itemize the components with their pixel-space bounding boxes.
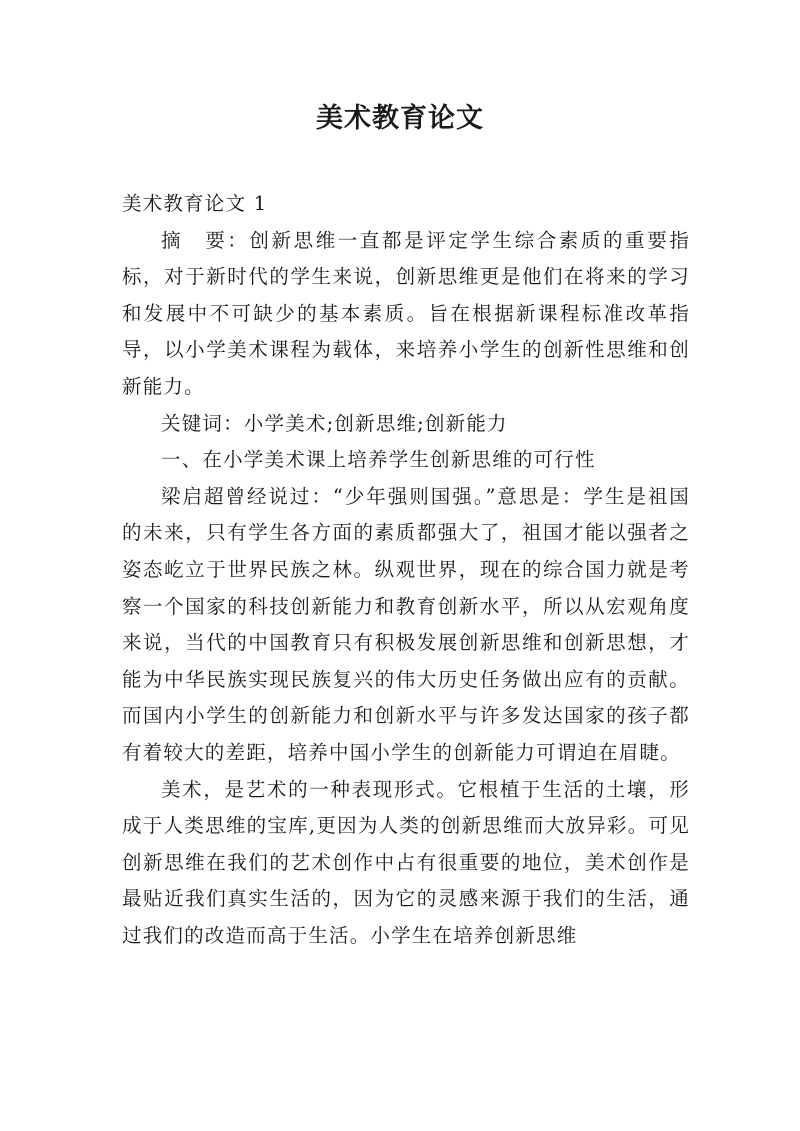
document-body [122, 186, 690, 954]
body-paragraph: 梁启超曾经说过：“少年强则国强。”意思是：学生是祖国的未来，只有学生各方面的素质都强大了，祖国才能以强者之姿态屹立于世界民族之林。纵观世界，现在的综合国力就是考察一个国家的科技创新能力和教育创新水平，所以从宏观角度来说，当代的中国教育只有积极发展创新思维和创新思想，才能为中华民族实现民族复兴的伟大历史任务做出应有的贡献。而国内小学生的创新能力和创新水平与许多发达国家的孩子都有着较大的差距，培养中国小学生的创新能力可谓迫在眉睫。 [122, 484, 690, 764]
subsection-heading: 一、在小学美术课上培养学生创新思维的可行性 [161, 448, 596, 472]
document-title: 美术教育论文 [316, 103, 484, 134]
body-paragraph: 美术，是艺术的一种表现形式。它根植于生活的土壤，形成于人类思维的宝库,更因为人类的创新思维而大放异彩。可见创新思维在我们的艺术创作中占有很重要的地位，美术创作是最贴近我们真实生活的，因为它的灵感来源于我们的生活，通过我们的改造而高于生活。小学生在培养创新思维 [122, 777, 690, 947]
section-heading: 美术教育论文 1 [122, 192, 268, 215]
keywords-paragraph: 关键词：小学美术;创新思维;创新能力 [161, 411, 508, 435]
abstract-paragraph: 摘 要：创新思维一直都是评定学生综合素质的重要指标，对于新时代的学生来说，创新思维更是他们在将来的学习和发展中不可缺少的基本素质。旨在根据新课程标准改革指导，以小学美术课程为载体，来培养小学生的创新性思维和创新能力。 [122, 228, 690, 398]
